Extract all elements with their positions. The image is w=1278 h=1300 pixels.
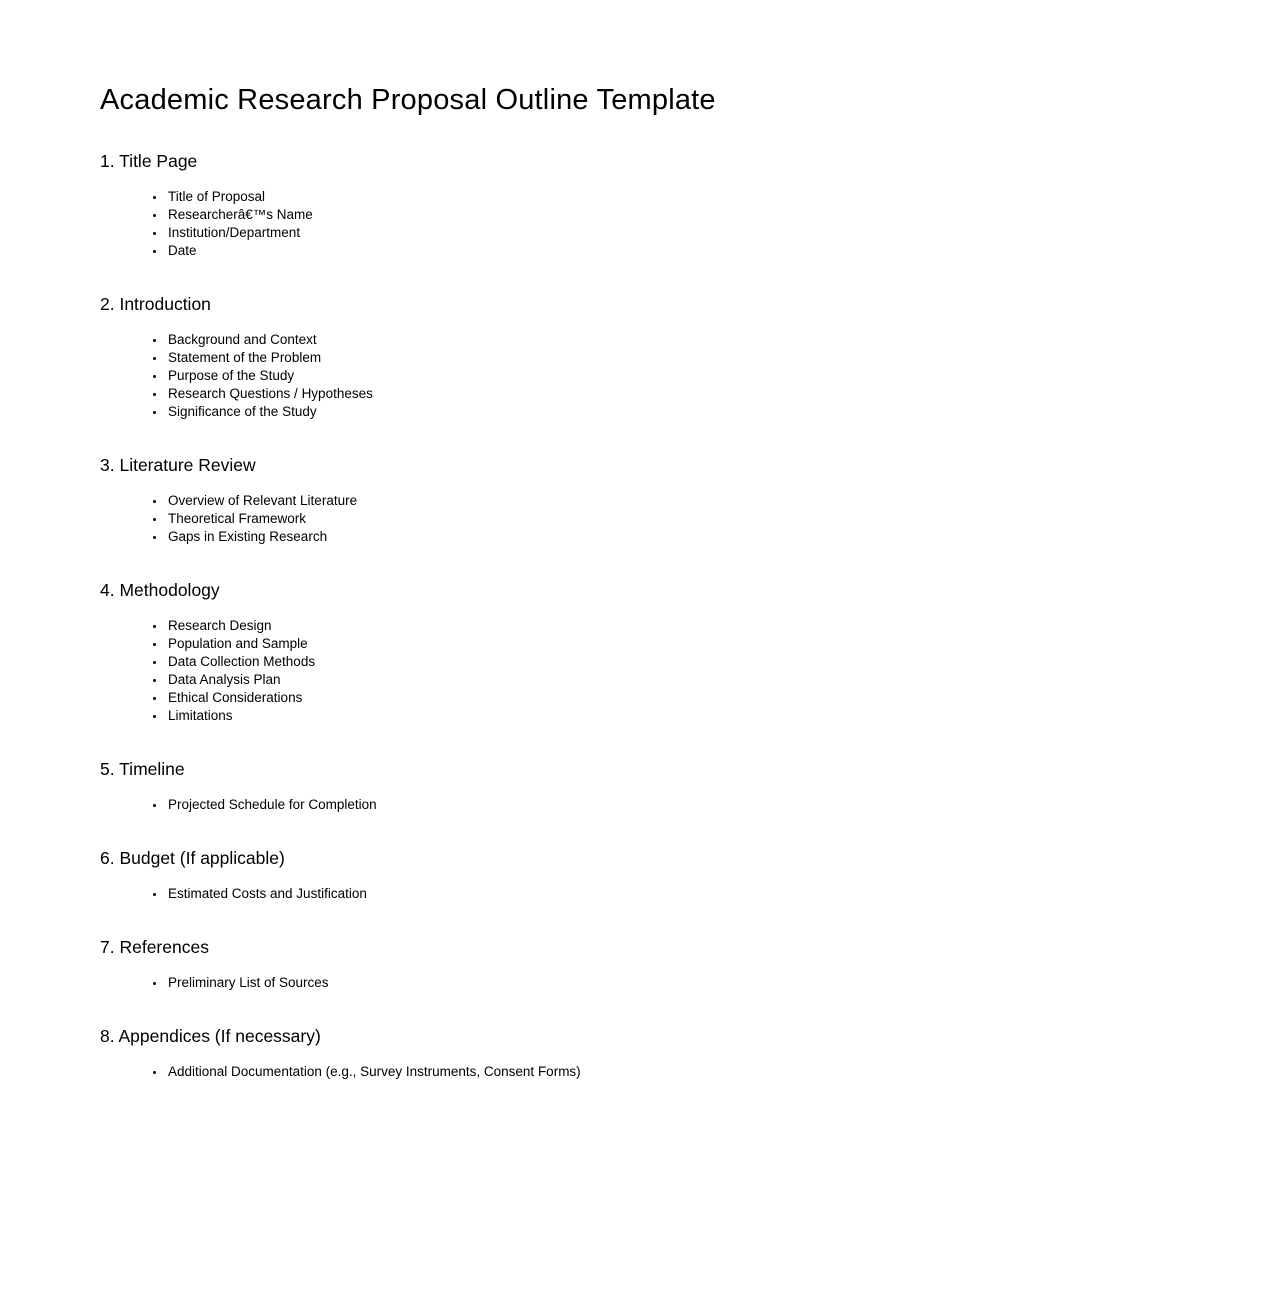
outline-section <box>100 294 1218 421</box>
list-item: • Institution/Department <box>166 224 1218 242</box>
list-item: • Date <box>166 242 1218 260</box>
section-heading: 2. Introduction <box>100 294 211 314</box>
section-list <box>100 331 1218 421</box>
list-item: • Background and Context <box>166 331 1218 349</box>
list-item: • Data Collection Methods <box>166 653 1218 671</box>
section-heading: 8. Appendices (If necessary) <box>100 1026 321 1046</box>
section-heading: 6. Budget (If applicable) <box>100 848 285 868</box>
section-list <box>100 492 1218 546</box>
section-list <box>100 796 1218 814</box>
section-heading: 5. Timeline <box>100 759 185 779</box>
list-item: • Estimated Costs and Justification <box>166 885 1218 903</box>
section-list <box>100 188 1218 260</box>
list-item: • Title of Proposal <box>166 188 1218 206</box>
outline-section <box>100 151 1218 260</box>
list-item: • Researcherâ€™s Name <box>166 206 1218 224</box>
list-item: • Research Questions / Hypotheses <box>166 385 1218 403</box>
section-list <box>100 617 1218 725</box>
section-heading: 4. Methodology <box>100 580 220 600</box>
list-item: • Gaps in Existing Research <box>166 528 1218 546</box>
list-item: • Ethical Considerations <box>166 689 1218 707</box>
outline-section <box>100 848 1218 903</box>
section-list <box>100 974 1218 992</box>
list-item: • Research Design <box>166 617 1218 635</box>
page-title: Academic Research Proposal Outline Template <box>100 84 716 116</box>
list-item: • Overview of Relevant Literature <box>166 492 1218 510</box>
section-heading: 1. Title Page <box>100 151 198 171</box>
section-list <box>100 1063 1218 1081</box>
document-page <box>100 84 1218 1081</box>
outline-section <box>100 1026 1218 1081</box>
list-item: • Limitations <box>166 707 1218 725</box>
list-item: • Preliminary List of Sources <box>166 974 1218 992</box>
list-item: • Data Analysis Plan <box>166 671 1218 689</box>
list-item: • Statement of the Problem <box>166 349 1218 367</box>
section-list <box>100 885 1218 903</box>
list-item: • Theoretical Framework <box>166 510 1218 528</box>
list-item: • Projected Schedule for Completion <box>166 796 1218 814</box>
list-item: • Purpose of the Study <box>166 367 1218 385</box>
outline-section <box>100 455 1218 546</box>
list-item: • Significance of the Study <box>166 403 1218 421</box>
sections-container <box>100 151 1218 1081</box>
outline-section <box>100 759 1218 814</box>
list-item: • Population and Sample <box>166 635 1218 653</box>
outline-section <box>100 937 1218 992</box>
section-heading: 7. References <box>100 937 209 957</box>
outline-section <box>100 580 1218 725</box>
list-item: • Additional Documentation (e.g., Survey Instruments, Consent Forms) <box>166 1063 1218 1081</box>
section-heading: 3. Literature Review <box>100 455 256 475</box>
